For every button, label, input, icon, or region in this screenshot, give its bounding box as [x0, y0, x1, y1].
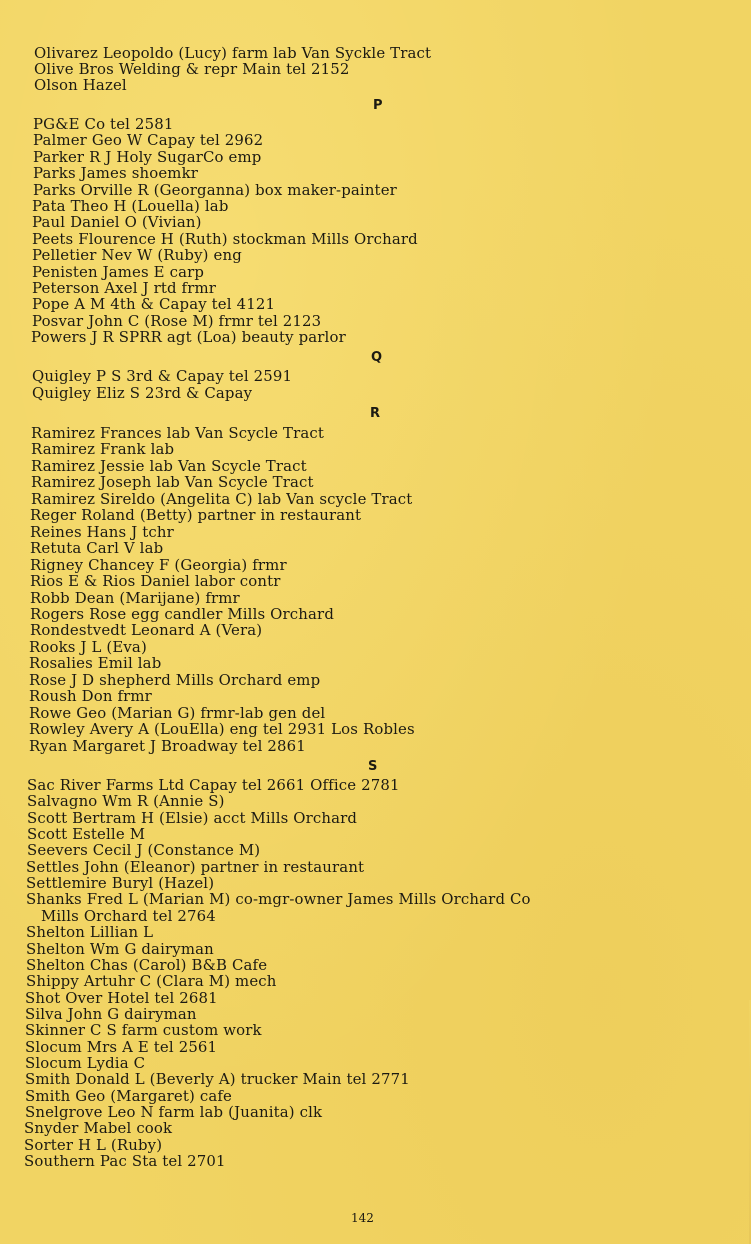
directory-entry: Seevers Cecil J (Constance M) — [27, 842, 261, 860]
directory-entry: Rosalies Emil lab — [29, 655, 162, 673]
directory-entry: Rowe Geo (Marian G) frmr-lab gen del — [29, 704, 326, 722]
directory-entry: Snelgrove Leo N farm lab (Juanita) clk — [25, 1104, 323, 1121]
directory-entry: Quigley Eliz S 23rd & Capay — [32, 384, 253, 402]
directory-entry: Parks Orville R (Georganna) box maker-painter — [33, 181, 397, 199]
directory-entry: Rios E & Rios Daniel labor contr — [30, 573, 281, 591]
directory-entry: Shelton Wm G dairyman — [26, 940, 214, 958]
directory-entry: Parks James shoemkr — [33, 165, 199, 183]
directory-entry: Pata Theo H (Louella) lab — [32, 198, 229, 215]
directory-entry: Shot Over Hotel tel 2681 — [25, 989, 218, 1007]
directory-entry: Slocum Lydia C — [25, 1054, 146, 1072]
directory-entry: Slocum Mrs A E tel 2561 — [25, 1038, 218, 1056]
directory-entry: Palmer Geo W Capay tel 2962 — [33, 132, 264, 150]
directory-entry: Quigley P S 3rd & Capay tel 2591 — [32, 368, 293, 385]
directory-entry: Scott Estelle M — [27, 826, 146, 844]
page-number: 142 — [351, 1211, 374, 1225]
section-heading-s: S — [368, 759, 378, 774]
directory-entry: PG&E Co tel 2581 — [33, 116, 174, 133]
directory-entry: Mills Orchard tel 2764 — [41, 907, 216, 925]
directory-entry: Ramirez Sireldo (Angelita C) lab Van scycle Tract — [31, 490, 413, 508]
directory-entry: Pope A M 4th & Capay tel 4121 — [32, 296, 276, 314]
directory-entry: Ryan Margaret J Broadway tel 2861 — [29, 737, 306, 755]
directory-entry: Scott Bertram H (Elsie) acct Mills Orchard — [27, 809, 358, 827]
directory-entry: Robb Dean (Marijane) frmr — [30, 589, 240, 607]
directory-entry: Olivarez Leopoldo (Lucy) farm lab Van Syckle Tract — [34, 45, 432, 62]
section-heading-p: P — [373, 98, 383, 113]
directory-entry: Shippy Artuhr C (Clara M) mech — [26, 973, 277, 991]
directory-entry: Rose J D shepherd Mills Orchard emp — [29, 671, 321, 689]
section-heading-q: Q — [371, 350, 383, 365]
directory-entry: Roush Don frmr — [29, 688, 152, 706]
directory-entry: Settles John (Eleanor) partner in restaurant — [26, 858, 365, 876]
directory-entry: Ramirez Frank lab — [31, 441, 175, 459]
directory-entry: Settlemire Buryl (Hazel) — [26, 875, 215, 893]
directory-entry: Skinner C S farm custom work — [25, 1022, 262, 1040]
directory-entry: Rooks J L (Eva) — [29, 638, 147, 656]
directory-entry: Sorter H L (Ruby) — [24, 1136, 163, 1154]
directory-entry: Salvagno Wm R (Annie S) — [27, 793, 225, 811]
directory-entry: Shanks Fred L (Marian M) co-mgr-owner James Mills Orchard Co — [26, 891, 531, 909]
directory-entry: Paul Daniel O (Vivian) — [32, 214, 202, 232]
directory-entry: Pelletier Nev W (Ruby) eng — [32, 247, 242, 265]
directory-entry: Rigney Chancey F (Georgia) frmr — [30, 556, 287, 574]
directory-entry: Peterson Axel J rtd frmr — [32, 280, 217, 297]
directory-entry: Ramirez Joseph lab Van Scycle Tract — [31, 474, 314, 492]
directory-entry: Rogers Rose egg candler Mills Orchard — [30, 605, 335, 623]
directory-entry: Sac River Farms Ltd Capay tel 2661 Office 2781 — [27, 777, 400, 794]
directory-entry: Retuta Carl V lab — [30, 540, 164, 558]
directory-entry: Smith Geo (Margaret) cafe — [25, 1087, 233, 1105]
directory-entry: Southern Pac Sta tel 2701 — [24, 1153, 226, 1171]
directory-entry: Peets Flourence H (Ruth) stockman Mills Orchard — [32, 230, 418, 248]
directory-entry: Ramirez Jessie lab Van Scycle Tract — [31, 457, 307, 475]
directory-entry: Smith Donald L (Beverly A) trucker Main tel 2771 — [25, 1071, 410, 1089]
directory-entry: Powers J R SPRR agt (Loa) beauty parlor — [31, 329, 346, 347]
directory-entry: Shelton Chas (Carol) B&B Cafe — [26, 956, 268, 974]
directory-entry: Posvar John C (Rose M) frmr tel 2123 — [32, 312, 322, 330]
directory-entry: Snyder Mabel cook — [24, 1120, 173, 1138]
section-heading-r: R — [370, 406, 381, 421]
directory-entry: Penisten James E carp — [32, 263, 205, 281]
directory-entry: Rondestvedt Leonard A (Vera) — [30, 622, 263, 640]
directory-entry: Parker R J Holy SugarCo emp — [33, 148, 262, 166]
directory-entry: Rowley Avery A (LouElla) eng tel 2931 Los Robles — [29, 721, 415, 739]
directory-entry: Olive Bros Welding & repr Main tel 2152 — [34, 61, 350, 79]
directory-entry: Olson Hazel — [34, 77, 127, 95]
directory-entry: Silva John G dairyman — [25, 1005, 197, 1023]
directory-entry: Reines Hans J tchr — [30, 523, 174, 541]
directory-entry: Shelton Lillian L — [26, 924, 154, 942]
directory-entry: Reger Roland (Betty) partner in restaurant — [30, 507, 362, 525]
directory-entry: Ramirez Frances lab Van Scycle Tract — [31, 425, 325, 442]
